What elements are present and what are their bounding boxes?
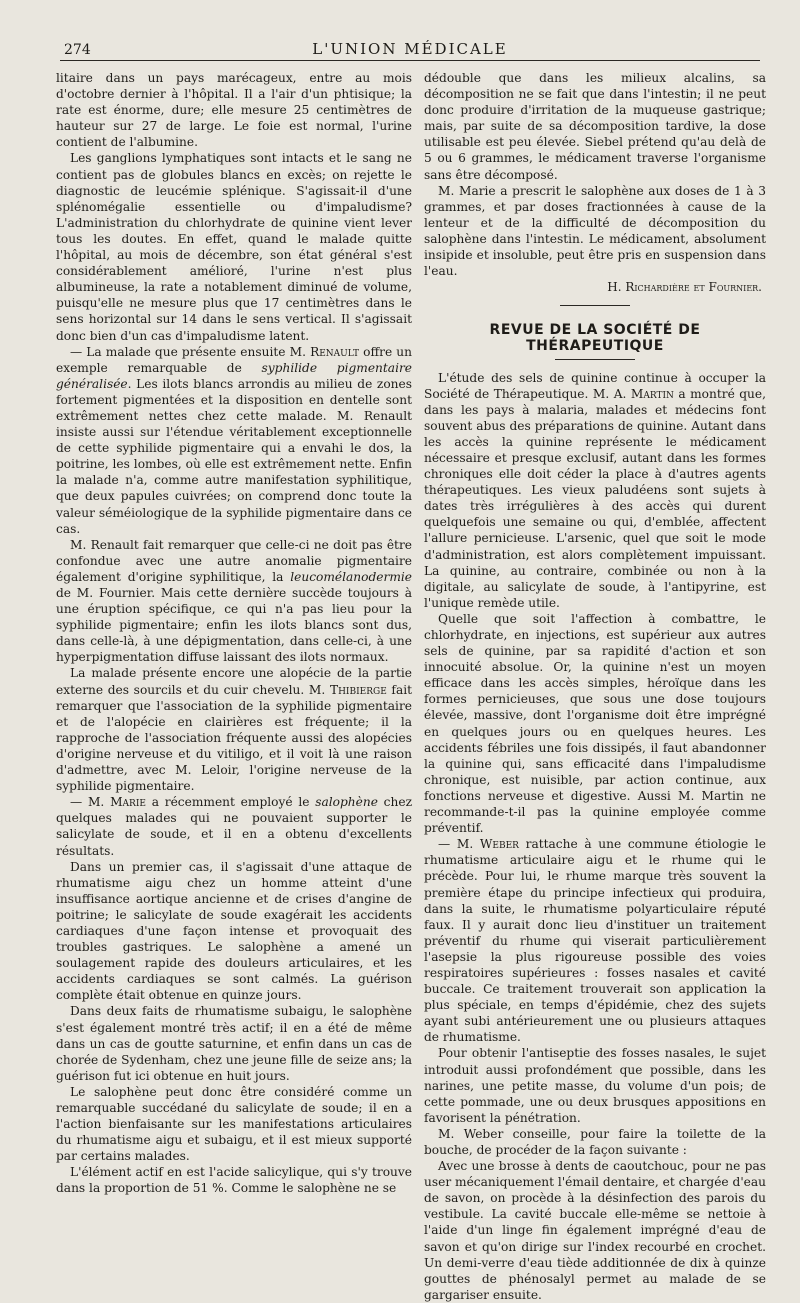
paragraph: M. Renault fait remarquer que celle-ci ne doit pas être confondue avec une autre anomalie pigmentaire également d'origine syphilitique, la leucomélanodermie de M. Fournier. Mais cette dernière succède toujours à une éruption spécifique, ce qui n'a pas lieu pour la syphilide pigmentaire; enfin les ilots blancs sont dus, dans celle-là, à une dépigmentation, dans celle-ci, à une hyperpigmentation diffuse laissant des ilots normaux. [56,537,412,665]
paragraph: M. Marie a prescrit le salophène aux doses de 1 à 3 grammes, et par doses fractionnées à cause de la lenteur et de la difficulté de décomposition du salophène dans l'intestin. Le médicament, absolument insipide et insoluble, peut être pris en suspension dans l'eau. [424,183,766,279]
title-underline [555,359,635,360]
left-column [56,70,412,1197]
right-column [424,70,766,1303]
author-name: Marie [110,795,146,810]
paragraph: dédouble que dans les milieux alcalins, sa décomposition ne se fait que dans l'intestin; il ne peut donc produire d'irritation de la muqueuse gastrique; mais, par suite de sa décomposition tardive, la dose utilisable est peu élevée. Siebel prétend qu'au delà de 5 ou 6 grammes, le médicament traverse l'organisme sans être décomposé. [424,71,766,182]
paragraph: Pour obtenir l'antiseptie des fosses nasales, le sujet introduit aussi profondément que possible, dans les narines, une petite masse, du volume d'un pois; de cette pommade, une ou deux brusques appositions en favorisent la pénétration. [424,1046,766,1125]
signature: H. Richardière et Fournier. [607,280,762,295]
paragraph: L'étude des sels de quinine continue à occuper la Société de Thérapeutique. M. A. Martin a montré que, dans les pays à malaria, malades et médecins font souvent abus des préparations de quinine. Autant dans les accès la quinine représente le médicament nécessaire et presque exclusif, autant dans les formes chroniques elle doit céder la place à d'autres agents thérapeutiques. Les vieux paludéens sont sujets à dates très irrégulières à des accès qui durent quelquefois une semaine ou qui, d'emblée, affectent l'allure pernicieuse. L'arsenic, quel que soit le mode d'administration, est alors complètement impuissant. La quinine, au contraire, combinée ou non à la digitale, au salicylate de soude, à l'antipyrine, est l'unique remède utile. [424,370,766,610]
paragraph: — M. Marie a récemment employé le salophène chez quelques malades qui ne pouvaient supporter le salicylate de soude, et il en a obtenu d'excellents résultats. [56,795,412,858]
paragraph: litaire dans un pays marécageux, entre au mois d'octobre dernier à l'hôpital. Il a l'air d'un phtisique; la rate est énorme, dure; elle mesure 25 centimètres de hauteur sur 27 de large. Le foie est normal, l'urine contient de l'albumine. [56,71,412,150]
paragraph: — M. Weber rattache à une commune étiologie le rhumatisme articulaire aigu et le rhume qui le précède. Pour lui, le rhume marque très souvent la première étape du principe infectieux qui produira, dans la suite, le rhumatisme polyarticulaire réputé faux. Il y aurait donc lieu d'instituer un traitement préventif du rhume qui viserait particulièrement l'asepsie la plus rigoureuse possible des voies respiratoires supérieures : fosses nasales et cavité buccale. Ce traitement trouverait son application la plus spéciale, en temps d'épidémie, chez des sujets ayant subi antérieurement une ou plusieurs attaques de rhumatisme. [424,837,766,1045]
section-title: REVUE DE LA SOCIÉTÉ DE THÉRAPEUTIQUE [489,322,701,355]
page-number: 274 [64,42,91,58]
author-name: Martin [630,386,674,401]
paragraph: La malade présente encore une alopécie de la partie externe des sourcils et du cuir chevelu. M. Thibierge fait remarquer que l'association de la syphilide pigmentaire et de l'alopécie en clairières est fréquente; il la rapproche de l'association fréquente aussi des alopécies d'origine nerveuse et du vitiligo, et il voit là une raison d'admettre, avec M. Leloir, l'origine nerveuse de la syphilide pigmentaire. [56,666,413,794]
paragraph: M. Weber conseille, pour faire la toilette de la bouche, de procéder de la façon suivante : [424,1126,766,1157]
paragraph: — La malade que présente ensuite M. Renault offre un exemple remarquable de syphilide pigmentaire généralisée. Les ilots blancs arrondis au milieu de zones fortement pigmentées et la disposition en dentelle sont extrêmement nettes chez cette malade. M. Renault insiste aussi sur l'étendue véritablement exceptionnelle de cette syphilide pigmentaire qui a envahi le dos, la poitrine, les lombes, où elle est extrêmement nette. Enfin la malade n'a, comme autre manifestation syphilitique, que deux papules cuivrées; on comprend donc toute la valeur séméiologique de la syphilide pigmentaire dans ce cas. [56,344,413,536]
paragraph: Le salophène peut donc être considéré comme un remarquable succédané du salicylate de soude; il en a l'action bienfaisante sur les manifestations articulaires du rhumatisme aigu et subaigu, et il est mieux supporté par certains malades. [56,1084,412,1164]
paragraph: L'élément actif en est l'acide salicylique, qui s'y trouve dans la proportion de 51 %. Comme le salophène ne se [56,1165,412,1196]
page-header [60,38,760,61]
paragraph: Dans un premier cas, il s'agissait d'une attaque de rhumatisme aigu chez un homme atteint d'une insuffisance aortique ancienne et de crises d'angine de poitrine; le salicylate de soude exagérait les accidents cardiaques d'une façon intense et provoquait des troubles gastriques. Le salophène a amené un soulagement rapide des douleurs articulaires, et les accidents cardiaques se sont calmés. La guérison complète était obtenue en quinze jours. [56,859,412,1003]
author-name: Weber [479,837,519,852]
emphasis: salophène [315,795,378,810]
section-divider [560,305,630,306]
author-name: Thibierge [329,682,387,697]
paragraph: Avec une brosse à dents de caoutchouc, pour ne pas user mécaniquement l'émail dentaire, et chargée d'eau de savon, on procède à la désinfection des parois du vestibule. La cavité buccale elle-même se nettoie à l'aide d'un linge fin également imprégné d'eau de savon et qu'on dirige sur l'index recourbé en crochet. Un demi-verre d'eau tiède additionnée de dix à quinze gouttes de phénosalyl permet au malade de se gargariser ensuite. [424,1159,766,1302]
paragraph: Les ganglions lymphatiques sont intacts et le sang ne contient pas de globules blancs en excès; on rejette le diagnostic de leucémie splénique. S'agissait-il d'une splénomégalie essentielle ou d'impaludisme? L'administration du chlorhydrate de quinine vient lever tous les doutes. En effet, quand le malade quitte l'hôpital, au mois de décembre, son état général s'est considérablement amélioré, l'urine n'est plus albumineuse, la rate a notablement diminué de volume, puisqu'elle ne mesure plus que 17 centimètres dans le sens horizontal sur 14 dans le sens vertical. Il s'agissait donc bien d'un cas d'impaludisme latent. [56,151,412,343]
paragraph: Quelle que soit l'affection à combattre, le chlorhydrate, en injections, est supérieur aux autres sels de quinine, par sa rapidité d'action et son innocuité absolue. Or, la quinine n'est un moyen efficace dans les accès simples, héroïque dans les formes pernicieuses, que sous une dose toujours élevée, massive, dont l'organisme doit être imprégné en quelques jours ou en quelques heures. Les accidents fébriles une fois dissipés, il faut abandonner la quinine qui, sans efficacité dans l'impaludisme chronique, est nuisible, par action continue, aux fonctions nerveuse et digestive. Aussi M. Martin ne recommande-t-il pas la quinine employée comme préventif. [424,611,766,836]
author-name: Renault [310,344,360,359]
emphasis: syphilide pigmentaire généralisée [56,360,413,391]
emphasis: leucomélanodermie [290,569,412,584]
running-title: L'UNION MÉDICALE [312,40,508,58]
paragraph: Dans deux faits de rhumatisme subaigu, le salophène s'est également montré très actif; il en a été de même dans un cas de goutte saturnine, et enfin dans un cas de chorée de Sydenham, chez une jeune fille de seize ans; la guérison fut ici obtenue en huit jours. [56,1004,412,1083]
